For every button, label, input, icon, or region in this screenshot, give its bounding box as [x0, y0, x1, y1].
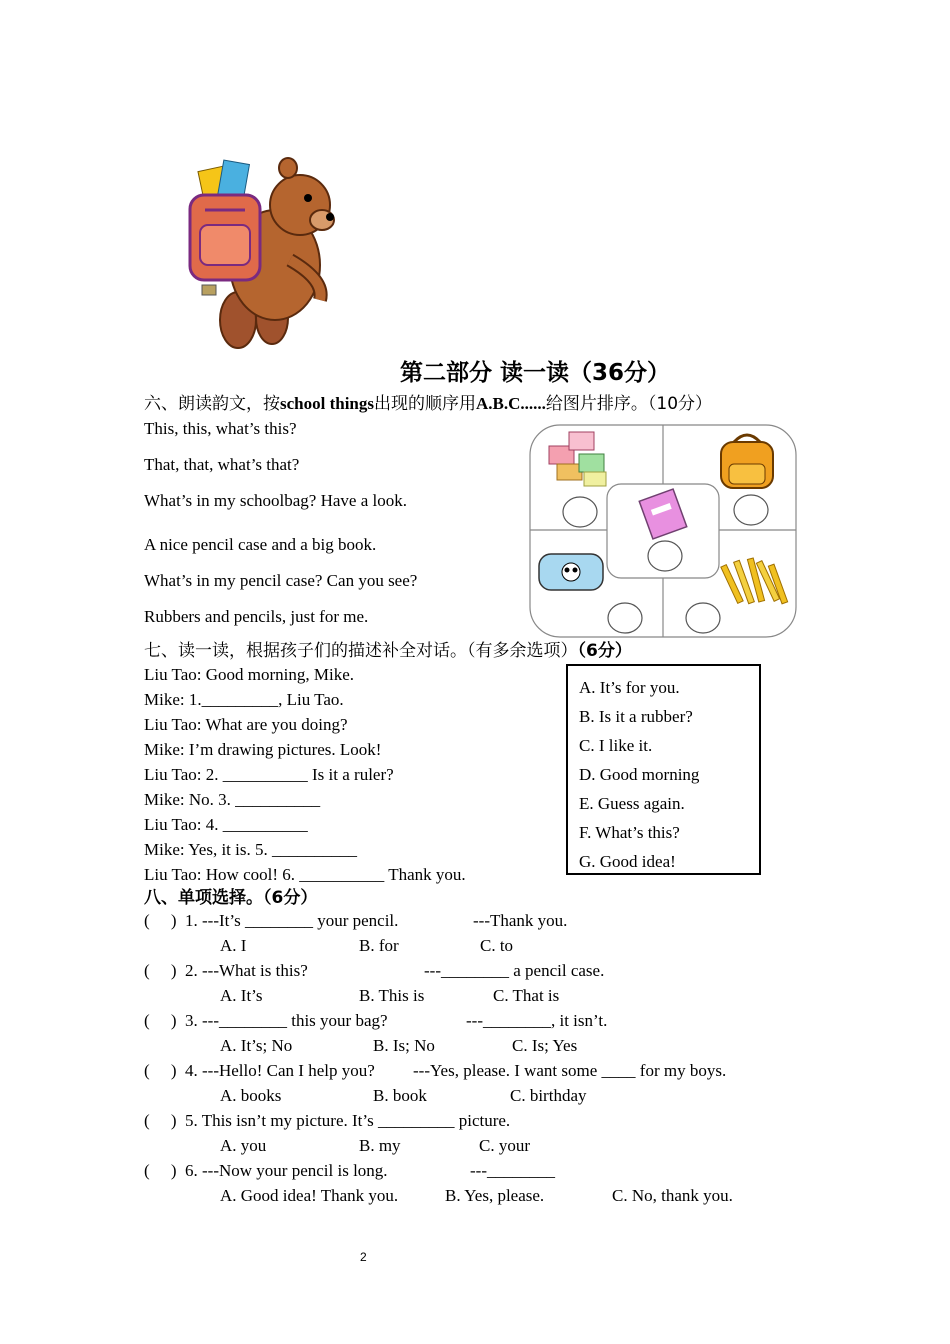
- picture-ordering-grid: [529, 424, 797, 638]
- q7-heading-text: 七、读一读，根据孩子们的描述补全对话。（有多余选项）: [144, 641, 578, 661]
- answer-bracket[interactable]: ( ): [144, 1161, 177, 1180]
- question-stem: 3. ---________ this your bag?: [185, 1011, 388, 1030]
- answer-circle[interactable]: [648, 541, 682, 571]
- dialogue-line: Mike: I’m drawing pictures. Look!: [144, 740, 382, 759]
- option-item: G. Good idea!: [579, 852, 676, 871]
- option-item: C. I like it.: [579, 736, 653, 755]
- question-stem: 1. ---It’s ________ your pencil.: [185, 911, 399, 930]
- choice-c: C. That is: [493, 986, 560, 1005]
- dialogue-line: Mike: Yes, it is. 5. __________: [144, 840, 357, 859]
- question-stem: 6. ---Now your pencil is long.: [185, 1161, 388, 1180]
- choice-c: C. your: [479, 1136, 530, 1155]
- answer-circle[interactable]: [563, 497, 597, 527]
- question-stem: 2. ---What is this?: [185, 961, 308, 980]
- q6-heading-part: 给图片排序。（10分）: [545, 394, 713, 414]
- dialogue-line: Liu Tao: 4. __________: [144, 815, 308, 834]
- q7-heading-score: （6分）: [577, 641, 632, 661]
- choice-c: C. Is; Yes: [512, 1036, 578, 1055]
- choice-b: B. Is; No: [373, 1036, 435, 1055]
- q6-heading-part: 六、朗读韵文，按: [144, 394, 280, 414]
- q7-heading: [144, 641, 632, 661]
- rhyme-line: This, this, what’s this?: [144, 419, 297, 438]
- choice-b: B. Yes, please.: [445, 1186, 545, 1205]
- choice-b: B. for: [359, 936, 399, 955]
- q6-heading-part: 出现的顺序用: [374, 394, 476, 414]
- rhyme-line: What’s in my pencil case? Can you see?: [144, 571, 418, 590]
- rhyme-line: A nice pencil case and a big book.: [144, 535, 377, 554]
- option-item: F. What’s this?: [579, 823, 680, 842]
- options-box: [566, 664, 761, 875]
- schoolbag-picture: [721, 435, 773, 488]
- choice-a: A. It’s; No: [220, 1036, 293, 1055]
- answer-bracket[interactable]: ( ): [144, 961, 177, 980]
- option-item: A. It’s for you.: [579, 678, 680, 697]
- answer-bracket[interactable]: ( ): [144, 1111, 177, 1130]
- question-reply: ---Thank you.: [473, 911, 568, 930]
- question-reply: ---Yes, please. I want some ____ for my boys.: [413, 1061, 727, 1080]
- dialogue-line: Liu Tao: How cool! 6. __________ Thank you.: [144, 865, 466, 884]
- choice-c: C. No, thank you.: [612, 1186, 733, 1205]
- option-item: E. Guess again.: [579, 794, 685, 813]
- q8-heading: 八、单项选择。（6分）: [144, 888, 318, 908]
- page-number: 2: [360, 1250, 367, 1264]
- q6-heading-keyword: school things: [280, 394, 374, 413]
- dialogue-line: Liu Tao: 2. __________ Is it a ruler?: [144, 765, 394, 784]
- question-stem: 5. This isn’t my picture. It’s _________ picture.: [185, 1111, 511, 1130]
- choice-a: A. Good idea! Thank you.: [220, 1186, 399, 1205]
- rhyme-line: Rubbers and pencils, just for me.: [144, 607, 369, 626]
- dialogue-line: Liu Tao: Good morning, Mike.: [144, 665, 355, 684]
- answer-bracket[interactable]: ( ): [144, 911, 177, 930]
- answer-circle[interactable]: [734, 495, 768, 525]
- option-item: B. Is it a rubber?: [579, 707, 693, 726]
- question-stem: 4. ---Hello! Can I help you?: [185, 1061, 375, 1080]
- bear-with-schoolbag-illustration: [180, 150, 340, 350]
- option-item: D. Good morning: [579, 765, 700, 784]
- choice-c: C. birthday: [510, 1086, 587, 1105]
- q6-heading: [144, 394, 712, 414]
- question-reply: ---________ a pencil case.: [424, 961, 605, 980]
- choice-c: C. to: [480, 936, 514, 955]
- dialogue-line: Mike: 1._________, Liu Tao.: [144, 690, 344, 709]
- dialogue-line: Liu Tao: What are you doing?: [144, 715, 348, 734]
- answer-circle[interactable]: [686, 603, 720, 633]
- choice-a: A. It’s: [220, 986, 263, 1005]
- section-title: 第二部分 读一读（36分）: [400, 360, 671, 386]
- answer-bracket[interactable]: ( ): [144, 1011, 177, 1030]
- dialogue-line: Mike: No. 3. __________: [144, 790, 321, 809]
- choice-a: A. books: [220, 1086, 282, 1105]
- choice-b: B. This is: [359, 986, 425, 1005]
- pencil-case-picture: [539, 554, 603, 590]
- choice-a: A. I: [220, 936, 247, 955]
- answer-circle[interactable]: [608, 603, 642, 633]
- answer-bracket[interactable]: ( ): [144, 1061, 177, 1080]
- rhyme-line: That, that, what’s that?: [144, 455, 300, 474]
- choice-b: B. book: [373, 1086, 427, 1105]
- q6-heading-letters: A.B.C......: [476, 394, 546, 413]
- question-reply: ---________: [470, 1161, 555, 1180]
- rhyme-line: What’s in my schoolbag? Have a look.: [144, 491, 407, 510]
- choice-a: A. you: [220, 1136, 267, 1155]
- question-reply: ---________, it isn’t.: [466, 1011, 608, 1030]
- choice-b: B. my: [359, 1136, 401, 1155]
